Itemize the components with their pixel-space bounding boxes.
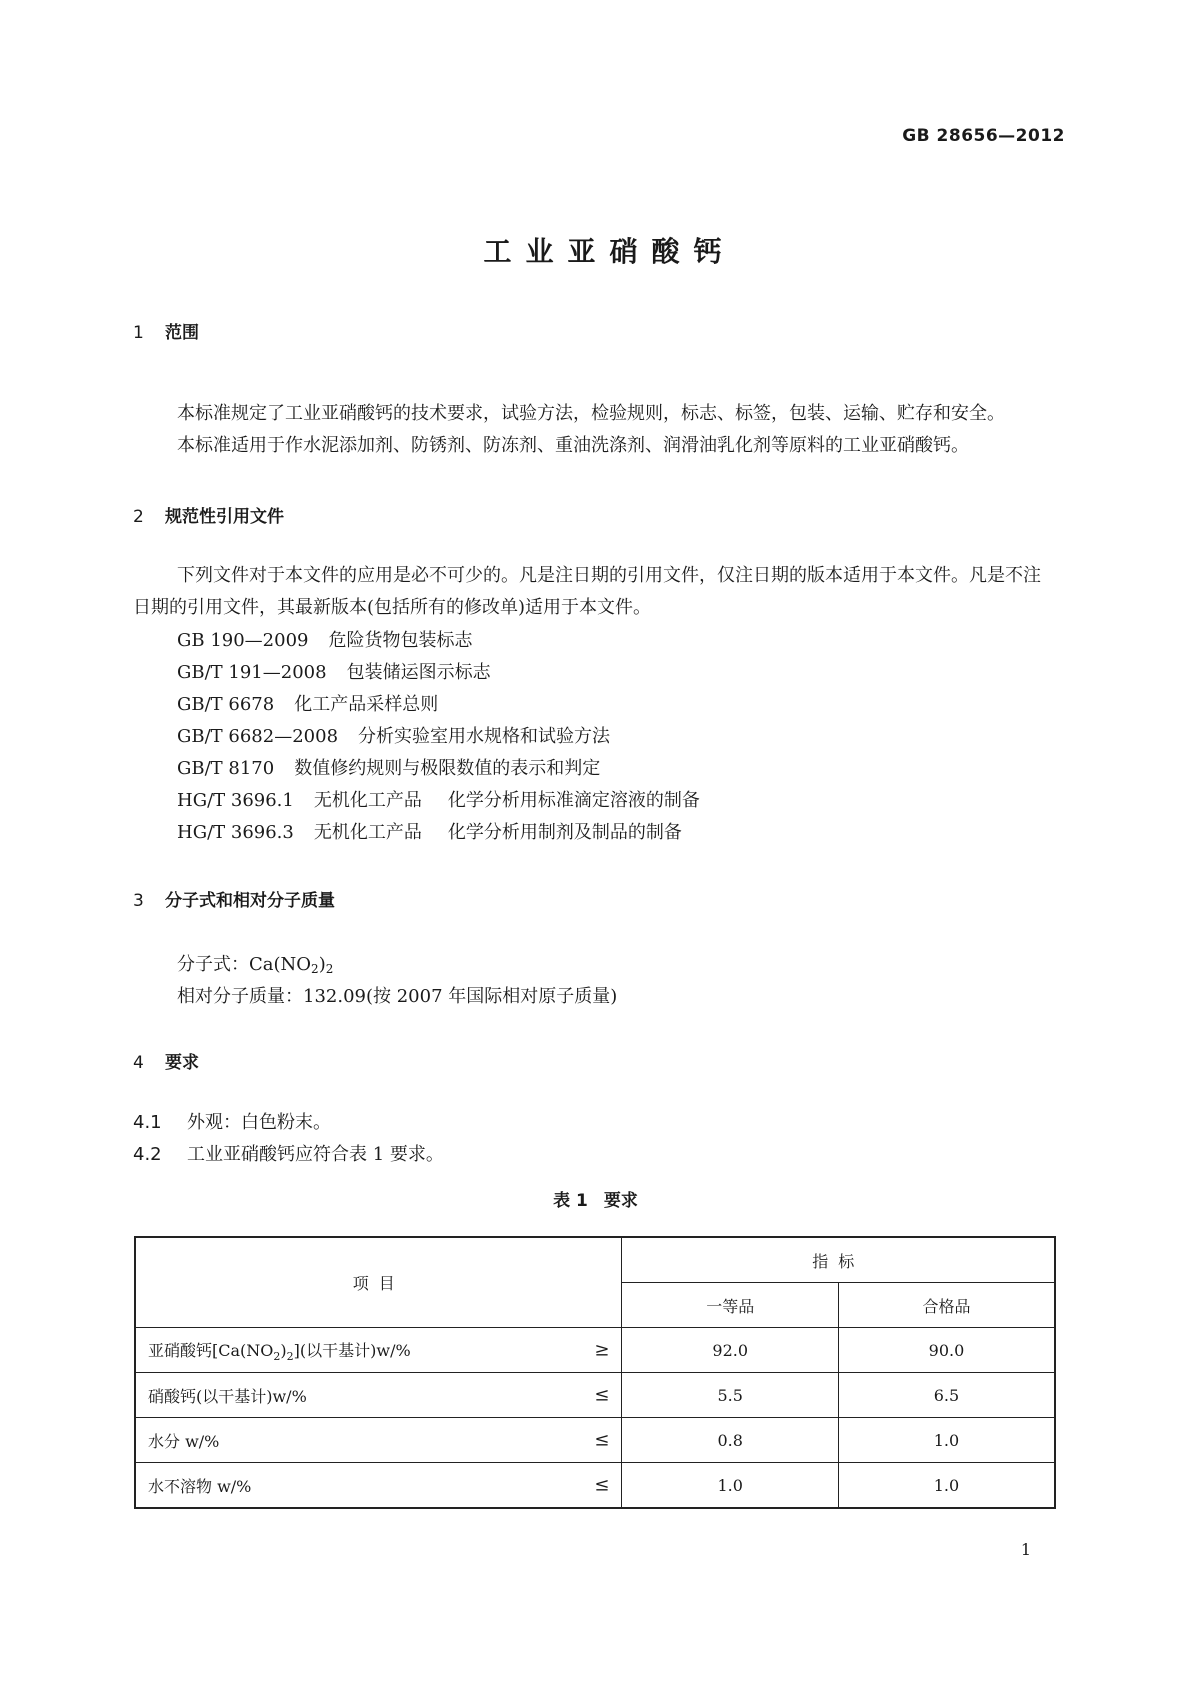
clause-number: 4.1 [133, 1112, 162, 1133]
label-subscript: 2 [286, 1349, 294, 1363]
scope-paragraph-1: 本标准规定了工业亚硝酸钙的技术要求，试验方法，检验规则，标志、标签，包装、运输、贮存和安全。 [177, 403, 1005, 424]
comparison-symbol: ≥ [594, 1339, 610, 1361]
reference-item [177, 658, 491, 684]
relative-molecular-mass: 相对分子质量：132.09(按 2007 年国际相对原子质量) [177, 986, 618, 1007]
label-text: 水分 w/% [148, 1431, 220, 1451]
table-title: 要求 [603, 1191, 638, 1211]
reference-item [177, 786, 700, 812]
section-number: 4 [133, 1053, 144, 1073]
value-grade-first: 92.0 [622, 1328, 839, 1373]
standard-code [902, 126, 1065, 146]
section-3-heading [133, 886, 335, 911]
clause-4-1 [133, 1108, 331, 1134]
reference-code: HG/T 3696.3 [177, 822, 294, 843]
section-1-heading [133, 318, 199, 343]
formula-part: ) [318, 954, 326, 975]
reference-subtitle: 化学分析用标准滴定溶液的制备 [447, 790, 700, 811]
table-row [135, 1418, 1055, 1463]
document-title: 工业亚硝酸钙 [483, 235, 736, 268]
label-part: ](以干基计)w/% [293, 1340, 411, 1360]
std-prefix: GB [902, 126, 931, 146]
clause-text: 外观：白色粉末。 [187, 1112, 331, 1133]
table-caption [0, 1186, 1191, 1211]
value-grade-qualified: 6.5 [838, 1373, 1055, 1418]
header-index-label: 指标 [812, 1251, 865, 1271]
label-subscript: 2 [273, 1349, 281, 1363]
references-intro: 下列文件对于本文件的应用是必不可少的。凡是注日期的引用文件，仅注日期的版本适用于本文件。凡是不注日期的引用文件，其最新版本(包括所有的修改单)适用于本文件。 [133, 565, 1041, 618]
reference-code: GB 190—2009 [177, 630, 309, 651]
row-label [135, 1328, 622, 1373]
requirements-table [134, 1236, 1056, 1509]
section-number: 1 [133, 323, 144, 343]
comparison-symbol: ≤ [594, 1429, 610, 1451]
section-number: 3 [133, 891, 144, 911]
comparison-symbol: ≤ [594, 1384, 610, 1406]
row-label [135, 1463, 622, 1509]
header-grade-first: 一等品 [622, 1283, 839, 1328]
formula-subscript: 2 [325, 962, 334, 976]
section-title: 规范性引用文件 [165, 507, 284, 527]
reference-code: GB/T 8170 [177, 758, 275, 779]
molecular-formula [177, 950, 333, 976]
section-title: 范围 [165, 323, 199, 343]
header-item [135, 1237, 622, 1328]
reference-code: HG/T 3696.1 [177, 790, 294, 811]
reference-item [177, 626, 473, 652]
row-label [135, 1418, 622, 1463]
reference-item [177, 818, 682, 844]
comparison-symbol: ≤ [594, 1474, 610, 1496]
section-number: 2 [133, 507, 144, 527]
table-number: 表 1 [553, 1191, 588, 1211]
reference-code: GB/T 6678 [177, 694, 275, 715]
reference-item [177, 722, 610, 748]
table-row [135, 1463, 1055, 1509]
value-grade-qualified: 1.0 [838, 1418, 1055, 1463]
label-part: ) [280, 1340, 287, 1360]
section-2-heading [133, 502, 284, 527]
reference-item [177, 690, 438, 716]
section-4-heading [133, 1048, 199, 1073]
reference-title: 化工产品采样总则 [294, 694, 439, 715]
table-row [135, 1328, 1055, 1373]
clause-number: 4.2 [133, 1144, 162, 1165]
page-number: 1 [1020, 1540, 1031, 1559]
value-grade-first: 0.8 [622, 1418, 839, 1463]
formula-subscript: 2 [311, 962, 319, 976]
reference-title: 包装储运图示标志 [346, 662, 491, 683]
value-grade-qualified: 90.0 [838, 1328, 1055, 1373]
reference-code: GB/T 191—2008 [177, 662, 327, 683]
section-title: 要求 [165, 1053, 199, 1073]
formula-label: 分子式： [177, 954, 249, 975]
header-index [622, 1237, 1055, 1283]
label-text: 硝酸钙(以干基计)w/% [148, 1386, 307, 1406]
reference-title: 无机化工产品 [313, 822, 422, 843]
formula-part: Ca(NO [249, 954, 312, 975]
value-grade-first: 1.0 [622, 1463, 839, 1509]
table-row [135, 1373, 1055, 1418]
reference-title: 分析实验室用水规格和试验方法 [358, 726, 611, 747]
row-label [135, 1373, 622, 1418]
table-header-row [135, 1237, 1055, 1283]
label-part: 亚硝酸钙[Ca(NO [148, 1340, 274, 1360]
reference-item [177, 754, 600, 780]
header-item-label: 项目 [352, 1274, 405, 1293]
reference-title: 数值修约规则与极限数值的表示和判定 [294, 758, 601, 779]
reference-title: 危险货物包装标志 [328, 630, 473, 651]
reference-code: GB/T 6682—2008 [177, 726, 339, 747]
std-number: 28656—2012 [936, 126, 1065, 146]
value-grade-qualified: 1.0 [838, 1463, 1055, 1509]
section-title: 分子式和相对分子质量 [165, 891, 335, 911]
header-grade-qualified: 合格品 [838, 1283, 1055, 1328]
clause-4-2 [133, 1140, 444, 1166]
reference-title: 无机化工产品 [313, 790, 422, 811]
value-grade-first: 5.5 [622, 1373, 839, 1418]
clause-text: 工业亚硝酸钙应符合表 1 要求。 [187, 1144, 444, 1165]
scope-paragraph-2: 本标准适用于作水泥添加剂、防锈剂、防冻剂、重油洗涤剂、润滑油乳化剂等原料的工业亚硝酸钙。 [177, 435, 969, 456]
reference-subtitle: 化学分析用制剂及制品的制备 [447, 822, 682, 843]
label-text: 水不溶物 w/% [148, 1476, 252, 1496]
